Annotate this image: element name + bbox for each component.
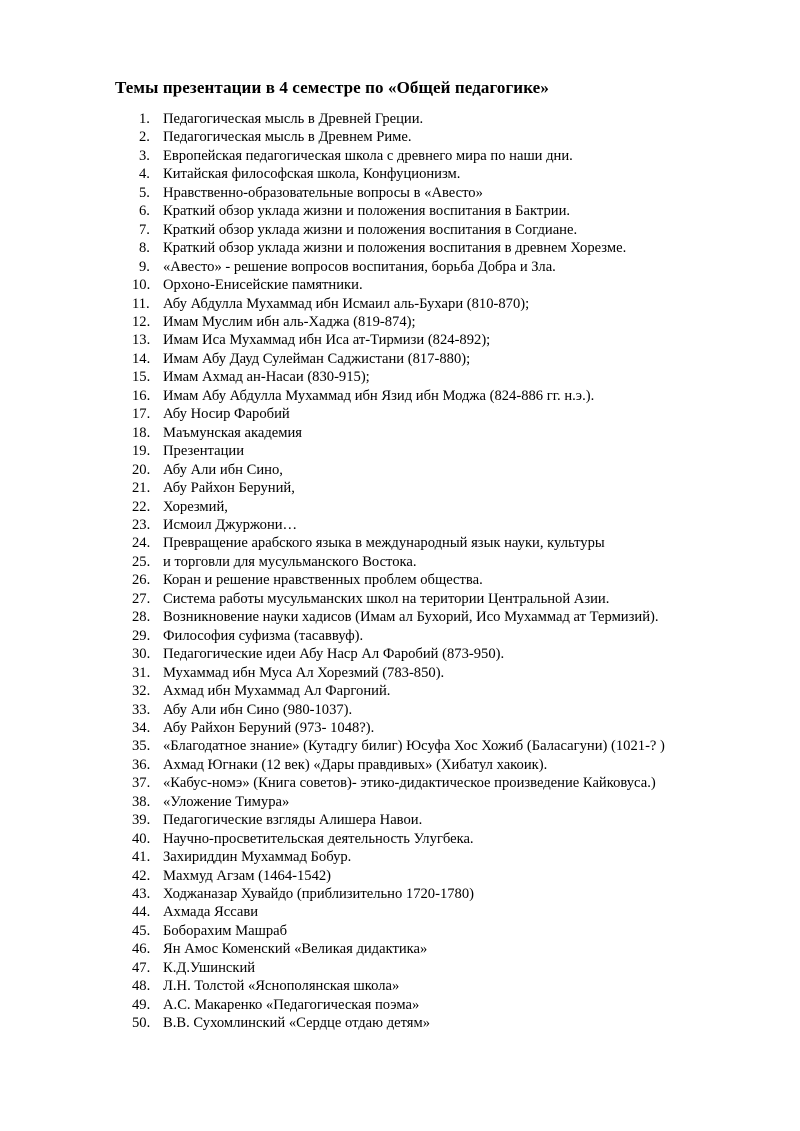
topic-item [132, 719, 665, 737]
topic-number: 18. [132, 424, 151, 441]
topic-text: Китайская философская школа, Конфуционизм. [163, 166, 461, 183]
topic-item [132, 571, 665, 589]
topic-item [132, 608, 665, 626]
topic-text: Ахмад Югнаки (12 век) «Дары правдивых» (Хибатул хакоик). [163, 756, 548, 773]
topic-number: 26. [132, 572, 151, 589]
topic-item [132, 645, 665, 663]
topic-number: 16. [132, 387, 151, 404]
topic-text: Имам Абу Дауд Сулейман Саджистани (817-880); [163, 350, 471, 367]
topic-text: Абу Абдулла Мухаммад ибн Исмаил аль-Бухари (810-870); [163, 295, 530, 312]
topic-item [132, 184, 665, 202]
topic-number: 36. [132, 756, 151, 773]
topic-text: Мухаммад ибн Муса Ал Хорезмий (783-850). [163, 664, 445, 681]
topic-number: 10. [132, 277, 151, 294]
topic-item [132, 701, 665, 719]
topic-item [132, 221, 665, 239]
topic-text: Краткий обзор уклада жизни и положения воспитания в древнем Хорезме. [163, 240, 627, 257]
topic-number: 8. [139, 240, 150, 257]
topic-number: 2. [139, 129, 150, 146]
topic-text: Превращение арабского языка в международный язык науки, культуры [163, 535, 605, 552]
topic-number: 1. [139, 111, 150, 127]
topic-item [132, 313, 665, 331]
topic-number: 27. [132, 590, 151, 607]
topic-item [132, 848, 665, 866]
topic-text: Коран и решение нравственных проблем общества. [163, 572, 483, 589]
topic-number: 9. [139, 258, 150, 275]
topic-item [132, 350, 665, 368]
topic-text: Абу Али ибн Сино (980-1037). [163, 701, 353, 718]
topic-item [132, 774, 665, 792]
topic-item [132, 590, 665, 608]
topic-text: Европейская педагогическая школа с древнего мира по наши дни. [163, 147, 573, 164]
topic-item [132, 664, 665, 682]
topic-number: 42. [132, 867, 151, 884]
topic-number: 25. [132, 553, 151, 570]
topic-text: Исмоил Джуржони… [163, 516, 298, 533]
topic-item [132, 128, 665, 146]
topic-list [132, 110, 665, 1033]
topic-item [132, 737, 665, 755]
topic-item [132, 534, 665, 552]
topic-number: 23. [132, 516, 151, 533]
topic-number: 49. [132, 996, 151, 1013]
document-title: Темы презентации в 4 семестре по «Общей педагогике» [115, 78, 549, 97]
topic-number: 3. [139, 147, 150, 164]
topic-item [132, 553, 665, 571]
topic-number: 40. [132, 830, 151, 847]
topic-number: 31. [132, 664, 151, 681]
topic-text: Махмуд Агзам (1464-1542) [163, 867, 332, 884]
topic-item [132, 147, 665, 165]
topic-text: Возникновение науки хадисов (Имам ал Бухорий, Исо Мухаммад ат Термизий). [163, 609, 659, 626]
topic-text: Ян Амос Коменский «Великая дидактика» [163, 941, 428, 958]
topic-number: 6. [139, 203, 150, 220]
topic-item [132, 977, 665, 995]
topic-text: и торговли для мусульманского Востока. [163, 553, 417, 570]
topic-item [132, 940, 665, 958]
topic-item [132, 959, 665, 977]
topic-text: Имам Ахмад ан-Насаи (830-915); [163, 369, 370, 386]
topic-text: Педагогическая мысль в Древней Греции. [163, 111, 424, 127]
topic-text: «Авесто» - решение вопросов воспитания, борьба Добра и Зла. [163, 258, 556, 275]
topic-item [132, 442, 665, 460]
topic-number: 28. [132, 609, 151, 626]
topic-item [132, 885, 665, 903]
topic-number: 20. [132, 461, 151, 478]
topic-text: Абу Райхон Беруний, [163, 480, 295, 497]
topic-text: «Кабус-номэ» (Книга советов)- этико-дидактическое произведение Кайковуса.) [163, 775, 656, 792]
topic-item [132, 682, 665, 700]
topic-number: 22. [132, 498, 151, 515]
topic-number: 17. [132, 406, 151, 423]
topic-text: Презентации [163, 443, 245, 460]
topic-text: «Уложение Тимура» [163, 793, 290, 810]
topic-text: Боборахим Машраб [163, 922, 288, 939]
topic-number: 24. [132, 535, 151, 552]
topic-number: 13. [132, 332, 151, 349]
topic-text: Абу Райхон Беруний (973- 1048?). [163, 719, 375, 736]
topic-item [132, 387, 665, 405]
topic-text: Захириддин Мухаммад Бобур. [163, 849, 352, 866]
topic-text: Ходжаназар Хувайдо (приблизительно 1720-1780) [163, 886, 475, 903]
topic-item [132, 110, 665, 128]
topic-text: Ахмад ибн Мухаммад Ал Фаргоний. [163, 683, 391, 700]
topic-text: Педагогическая мысль в Древнем Риме. [163, 129, 412, 146]
topic-number: 48. [132, 978, 151, 995]
topic-item [132, 239, 665, 257]
topic-text: Педагогические идеи Абу Наср Ал Фаробий (873-950). [163, 646, 505, 663]
topic-item [132, 202, 665, 220]
topic-text: К.Д.Ушинский [163, 959, 256, 976]
topic-text: Философия суфизма (тасаввуф). [163, 627, 364, 644]
topic-number: 12. [132, 313, 151, 330]
topic-item [132, 258, 665, 276]
topic-item [132, 903, 665, 921]
topic-item [132, 867, 665, 885]
topic-text: Л.Н. Толстой «Яснополянская школа» [163, 978, 400, 995]
topic-text: А.С. Макаренко «Педагогическая поэма» [163, 996, 420, 1013]
topic-item [132, 996, 665, 1014]
topic-item [132, 276, 665, 294]
topic-item [132, 922, 665, 940]
topic-text: Имам Муслим ибн аль-Хаджа (819-874); [163, 313, 416, 330]
topic-text: Абу Носир Фаробий [163, 406, 290, 423]
topic-number: 44. [132, 904, 151, 921]
topic-text: Орхоно-Енисейские памятники. [163, 277, 363, 294]
topic-text: Имам Иса Мухаммад ибн Иса ат-Тирмизи (824-892); [163, 332, 491, 349]
topic-item [132, 516, 665, 534]
topic-number: 34. [132, 719, 151, 736]
topic-number: 15. [132, 369, 151, 386]
topic-text: «Благодатное знание» (Кутадгу билиг) Юсуфа Хос Хожиб (Баласагуни) (1021-? ) [163, 738, 665, 755]
topic-text: Краткий обзор уклада жизни и положения воспитания в Согдиане. [163, 221, 578, 238]
topic-text: В.В. Сухомлинский «Сердце отдаю детям» [163, 1015, 431, 1032]
topic-item [132, 793, 665, 811]
topic-number: 41. [132, 849, 151, 866]
topic-number: 5. [139, 184, 150, 201]
topic-number: 14. [132, 350, 151, 367]
topic-text: Имам Абу Абдулла Мухаммад ибн Язид ибн Моджа (824-886 гг. н.э.). [163, 387, 595, 404]
topic-number: 29. [132, 627, 151, 644]
topic-text: Система работы мусульманских школ на територии Центральной Азии. [163, 590, 610, 607]
topic-item [132, 498, 665, 516]
topic-text: Маъмунская академия [163, 424, 303, 441]
topic-item [132, 627, 665, 645]
topic-number: 46. [132, 941, 151, 958]
topic-number: 33. [132, 701, 151, 718]
topic-text: Научно-просветительская деятельность Улугбека. [163, 830, 474, 847]
topic-number: 21. [132, 480, 151, 497]
topic-text: Краткий обзор уклада жизни и положения воспитания в Бактрии. [163, 203, 571, 220]
topic-item [132, 165, 665, 183]
topic-item [132, 479, 665, 497]
topic-number: 30. [132, 646, 151, 663]
topic-item [132, 830, 665, 848]
topic-item [132, 756, 665, 774]
topic-number: 32. [132, 683, 151, 700]
topic-text: Ахмада Яссави [163, 904, 259, 921]
topic-item [132, 461, 665, 479]
topic-item [132, 1014, 665, 1032]
topic-item [132, 424, 665, 442]
topic-item [132, 295, 665, 313]
topic-number: 47. [132, 959, 151, 976]
topic-text: Абу Али ибн Сино, [163, 461, 283, 478]
topic-number: 38. [132, 793, 151, 810]
topic-item [132, 405, 665, 423]
topic-number: 45. [132, 922, 151, 939]
topic-number: 50. [132, 1015, 151, 1032]
topic-text: Хорезмий, [163, 498, 228, 515]
topic-item [132, 368, 665, 386]
topic-number: 7. [139, 221, 150, 238]
topic-number: 43. [132, 886, 151, 903]
topic-number: 11. [132, 295, 150, 312]
topic-number: 37. [132, 775, 151, 792]
topic-number: 39. [132, 812, 151, 829]
topic-text: Нравственно-образовательные вопросы в «Авесто» [163, 184, 483, 201]
topic-item [132, 811, 665, 829]
topic-item [132, 331, 665, 349]
topic-number: 4. [139, 166, 150, 183]
topic-number: 35. [132, 738, 151, 755]
topic-number: 19. [132, 443, 151, 460]
topic-text: Педагогические взгляды Алишера Навои. [163, 812, 423, 829]
